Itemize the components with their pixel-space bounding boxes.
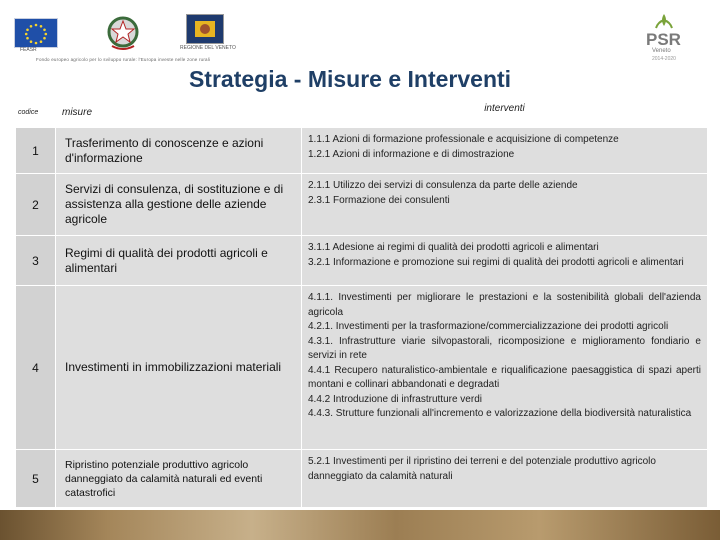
intervento-item: 3.1.1 Adesione ai regimi di qualità dei prodotti agricoli e alimentari bbox=[308, 242, 599, 253]
header-interventi: interventi bbox=[302, 98, 708, 128]
decorative-bottom-strip bbox=[0, 510, 720, 540]
intervento-item: 4.2.1. Investimenti per la trasformazione/commercializzazione dei prodotti agricoli bbox=[308, 321, 669, 332]
row-code: 4 bbox=[16, 286, 56, 450]
row-interventi bbox=[302, 174, 708, 236]
table-row bbox=[16, 128, 708, 174]
eu-caption: FEASR bbox=[20, 47, 37, 53]
intervento-item: 4.4.1 Recupero naturalistico-ambientale e riqualificazione paesaggistica di spazi aperti montani e collinari abbandonati e degradati bbox=[308, 364, 701, 390]
intervento-item: 3.2.1 Informazione e promozione sui regimi di qualità dei prodotti agricoli e alimentari bbox=[308, 256, 684, 268]
veneto-caption: REGIONE DEL VENETO bbox=[180, 45, 236, 51]
intervento-item: 1.1.1 Azioni di formazione professionale e acquisizione di competenze bbox=[308, 134, 619, 145]
intervento-item: 1.2.1 Azioni di informazione e di dimostrazione bbox=[308, 148, 515, 160]
row-code: 2 bbox=[16, 174, 56, 236]
row-code: 1 bbox=[16, 128, 56, 174]
row-misura: Investimenti in immobilizzazioni materiali bbox=[56, 286, 302, 450]
psr-logo-sub: Veneto bbox=[652, 48, 671, 54]
header-codice: codice bbox=[16, 98, 56, 128]
row-interventi bbox=[302, 236, 708, 286]
psr-logo-years: 2014-2020 bbox=[652, 56, 676, 62]
header-logos bbox=[0, 0, 720, 72]
page-title: Strategia - Misure e Interventi bbox=[188, 66, 512, 92]
row-misura: Servizi di consulenza, di sostituzione e di assistenza alla gestione delle aziende agricole bbox=[56, 174, 302, 236]
row-code: 5 bbox=[16, 450, 56, 508]
intervento-item: 2.1.1 Utilizzo dei servizi di consulenza da parte delle aziende bbox=[308, 180, 578, 191]
row-interventi bbox=[302, 128, 708, 174]
funding-caption: Fondo europeo agricolo per lo sviluppo rurale: l'Europa investe nelle zone rurali bbox=[36, 57, 211, 62]
italian-emblem-icon bbox=[106, 14, 140, 52]
table-row bbox=[16, 236, 708, 286]
row-misura: Regimi di qualità dei prodotti agricoli e alimentari bbox=[56, 236, 302, 286]
intervento-item: 4.4.2 Introduzione di infrastrutture verdi bbox=[308, 393, 482, 405]
table-row bbox=[16, 174, 708, 236]
table-row bbox=[16, 286, 708, 450]
intervento-item: 4.1.1. Investimenti per migliorare le prestazioni e la sostenibilità globali dell'azienda agricola bbox=[308, 292, 701, 318]
psr-logo-text: PSR bbox=[646, 30, 681, 49]
veneto-flag-icon bbox=[186, 14, 224, 44]
header-misure: misure bbox=[56, 98, 302, 128]
table-header-row bbox=[16, 98, 708, 128]
row-interventi bbox=[302, 450, 708, 508]
table-row bbox=[16, 450, 708, 508]
intervento-item: 4.3.1. Infrastrutture viarie silvopastorali, ricomposizione e miglioramento fondiario e servizi in rete bbox=[308, 335, 701, 361]
row-interventi bbox=[302, 286, 708, 450]
intervento-item: 2.3.1 Formazione dei consulenti bbox=[308, 194, 450, 206]
row-code: 3 bbox=[16, 236, 56, 286]
intervento-item: 4.4.3. Strutture funzionali all'incremento e valorizzazione della biodiversità naturalistica bbox=[308, 408, 692, 419]
row-misura: Trasferimento di conoscenze e azioni d'informazione bbox=[56, 128, 302, 174]
measures-table bbox=[15, 97, 708, 508]
row-misura: Ripristino potenziale produttivo agricolo danneggiato da calamità naturali ed eventi catastrofici bbox=[56, 450, 302, 508]
eu-flag-icon bbox=[14, 18, 58, 48]
intervento-item: 5.2.1 Investimenti per il ripristino dei terreni e del potenziale produttivo agricolo danneggiato da calamità naturali bbox=[308, 456, 656, 482]
